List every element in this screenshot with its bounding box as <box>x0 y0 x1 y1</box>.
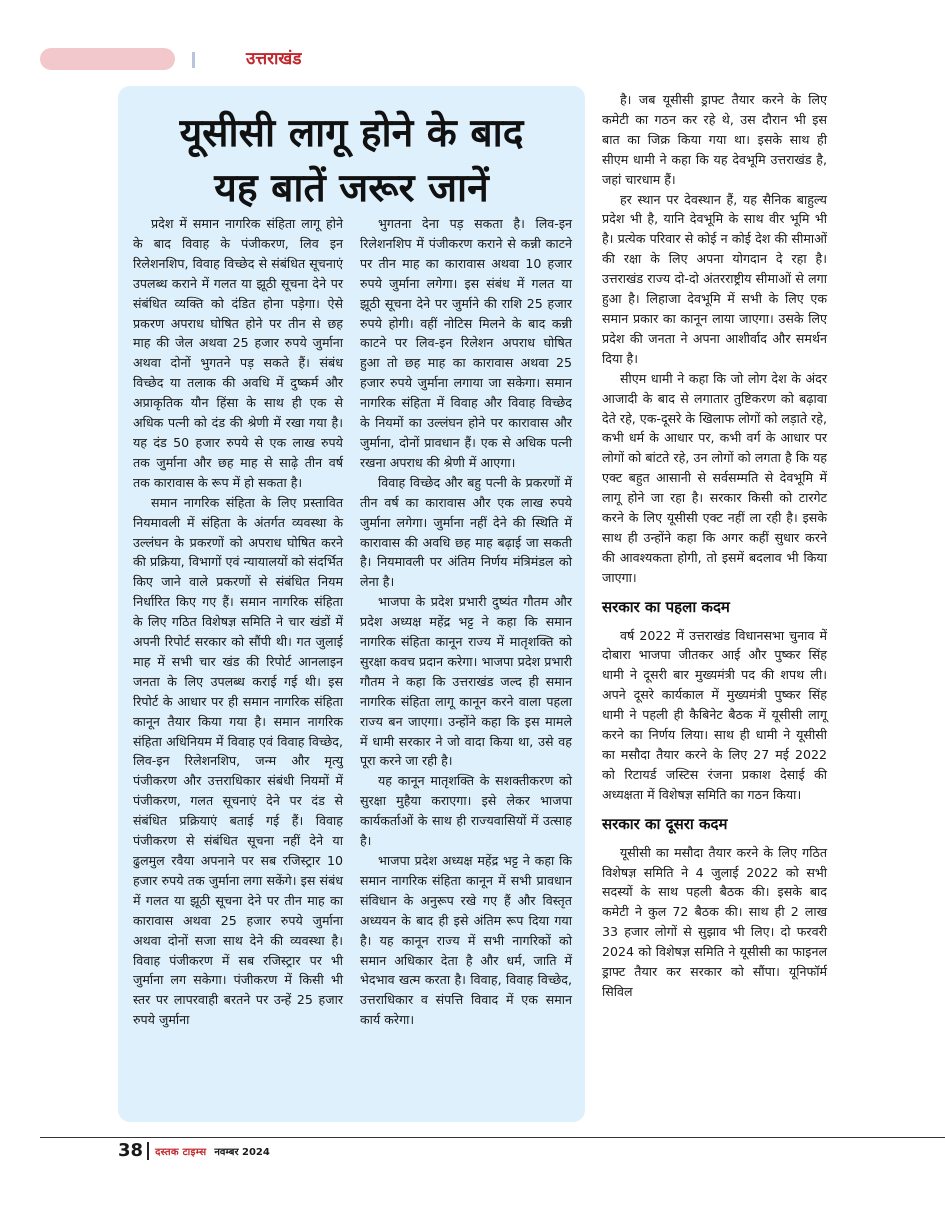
paragraph: भाजपा के प्रदेश प्रभारी दुष्यंत गौतम और प्रदेश अध्यक्ष महेंद्र भट्ट ने कहा कि समान नागरिक संहिता कानून राज्य में मातृशक्ति को सुरक्षा कवच प्रदान करेगा। भाजपा प्रदेश प्रभारी गौतम ने कहा कि उत्तराखंड जल्द ही समान नागरिक संहिता लागू कानून करने वाला पहला राज्य बन जाएगा। उन्होंने कहा कि इस मामले में धामी सरकार ने जो वादा किया था, उसे वह पूरा करने जा रही है। <box>360 594 572 769</box>
paragraph: विवाह विच्छेद और बहु पत्नी के प्रकरणों में तीन वर्ष का कारावास और एक लाख रुपये जुर्माना लगेगा। जुर्माना नहीं देने की स्थिति में कारावास की अवधि छह माह बढ़ाई जा सकती है। नियमावली पर अंतिम निर्णय मंत्रिमंडल को लेना है। <box>360 474 572 590</box>
paragraph: यूसीसी का मसौदा तैयार करने के लिए गठित विशेषज्ञ समिति ने 4 जुलाई 2022 को सभी सदस्यों के साथ पहली बैठक की। इसके बाद कमेटी ने कुल 72 बैठक की। साथ ही 2 लाख 33 हजार लोगों से सुझाव भी लिए। दो फरवरी 2024 को विशेषज्ञ समिति ने यूसीसी का फाइनल ड्राफ्ट तैयार कर सरकार को सौंपा। यूनिफॉर्म सिविल <box>602 844 827 999</box>
subheading-first-step: सरकार का पहला कदम <box>602 597 730 616</box>
paragraph: हर स्थान पर देवस्थान हैं, यह सैनिक बाहुल्य प्रदेश भी है, यानि देवभूमि के साथ वीर भूमि भी है। प्रत्येक परिवार से कोई न कोई देश की सीमाओं की रक्षा के लिए अपना योगदान दे रहा है। उत्तराखंड राज्य दो-दो अंतरराष्ट्रीय सीमाओं से लगा हुआ है। लिहाजा देवभूमि में सभी के लिए एक समान प्रकार का कानून लाया जाएगा। उसके लिए प्रदेश की जनता ने अपना आशीर्वाद और समर्थन दिया है। <box>602 191 827 366</box>
paragraph: भुगतना देना पड़ सकता है। लिव-इन रिलेशनशिप में पंजीकरण कराने से कन्नी काटने पर तीन माह का कारावास अथवा 10 हजार रुपये जुर्माना लगेगा। इस संबंध में गलत या झूठी सूचना देने पर जुर्माने की राशि 25 हजार रुपये होगी। वहीं नोटिस मिलने के बाद कन्नी काटने पर लिव-इन रिलेशन अपराध घोषित हुआ तो छह माह का कारावास अथवा 25 हजार रुपये जुर्माना लगाया जा सकेगा। समान नागरिक संहिता में विवाह और विवाह विच्छेद के नियमों का उल्लंघन होने पर कारावास और जुर्माना, दोनों प्रावधान हैं। एक से अधिक पत्नी रखना अपराध की श्रेणी में आएगा। <box>360 216 572 470</box>
paragraph: सीएम धामी ने कहा कि जो लोग देश के अंदर आजादी के बाद से लगातार तुष्टिकरण को बढ़ावा देते रहे, एक-दूसरे के खिलाफ लोगों को लड़ाते रहे, कभी धर्म के आधार पर, कभी वर्ग के आधार पर लोगों को बांटते रहे, उन लोगों को लगता है कि यह एक्ट बहुत आसानी से सर्वसम्मति से देवभूमि में लागू होने जा रहा है। सरकार किसी को टारगेट करने के लिए यूसीसी एक्ट नहीं ला रही है। इसके साथ ही उन्होंने कहा कि अगर कहीं सुधार करने की आवश्यकता होगी, तो इसमें बदलाव भी किया जाएगा। <box>602 370 827 585</box>
paragraph: यह कानून मातृशक्ति के सशक्तीकरण को सुरक्षा मुहैया कराएगा। इसे लेकर भाजपा कार्यकर्ताओं के साथ ही राज्यवासियों में उत्साह है। <box>360 773 572 849</box>
footer-rule <box>40 1137 945 1138</box>
paragraph: प्रदेश में समान नागरिक संहिता लागू होने के बाद विवाह के पंजीकरण, लिव इन रिलेशनशिप, विवाह विच्छेद से संबंधित सूचनाएं उपलब्ध कराने में गलत या झूठी सूचना देने पर संबंधित व्यक्ति को दंडित होना पड़ेगा। ऐसे प्रकरण अपराध घोषित होने पर तीन से छह माह की जेल अथवा 25 हजार रुपये जुर्माना अथवा दोनों भुगतने पड़ सकते हैं। संबंध विच्छेद या तलाक की अवधि में दुष्कर्म और अप्राकृतिक यौन हिंसा के साथ ही एक से अधिक पत्नी को दंड की श्रेणी में रखा गया है। यह दंड 50 हजार रुपये से एक लाख रुपये तक जुर्माना और छह माह से साढ़े तीन वर्ष तक कारावास के रूप में हो सकता है। <box>133 216 343 490</box>
article-column-3 <box>602 90 827 1002</box>
subheading-second-step: सरकार का दूसरा कदम <box>602 814 728 833</box>
paragraph: वर्ष 2022 में उत्तराखंड विधानसभा चुनाव में दोबारा भाजपा जीतकर आई और पुष्कर सिंह धामी ने दूसरी बार मुख्यमंत्री पद की शपथ ली। अपने दूसरे कार्यकाल में मुख्यमंत्री पुष्कर सिंह धामी ने पहली ही कैबिनेट बैठक में यूसीसी लागू करने का निर्णय लिया। साथ ही धामी ने यूसीसी का मसौदा तैयार करने के लिए 27 मई 2022 को रिटायर्ड जस्टिस रंजना प्रकाश देसाई की अध्यक्षता में विशेषज्ञ समिति का गठन किया। <box>602 627 827 802</box>
page-number: 38 <box>118 1140 144 1161</box>
magazine-logo: दस्तक टाइम्स <box>155 1146 207 1158</box>
header-decoration-pill <box>40 48 175 70</box>
article-column-1 <box>133 214 343 1030</box>
footer-divider <box>147 1142 149 1160</box>
headline-line-1: यूसीसी लागू होने के बाद <box>179 111 524 156</box>
headline-line-2: यह बातें जरूर जानें <box>214 166 489 211</box>
article-headline <box>118 106 585 216</box>
article-column-2 <box>360 214 572 1030</box>
paragraph: समान नागरिक संहिता के लिए प्रस्तावित नियमावली में संहिता के अंतर्गत व्यवस्था के उल्लंघन के प्रकरणों को अपराध घोषित करने की प्रक्रिया, विभागों एवं न्यायालयों को संदर्भित किए जाने वाले प्रकरणों से संबंधित नियम निर्धारित किए गए हैं। समान नागरिक संहिता के लिए गठित विशेषज्ञ समिति ने चार खंडों में अपनी रिपोर्ट सरकार को सौंपी थी। गत जुलाई माह में सभी चार खंड की रिपोर्ट आनलाइन जनता के लिए उपलब्ध कराई गई थी। इस रिपोर्ट के आधार पर ही समान नागरिक संहिता कानून तैयार किया गया है। समान नागरिक संहिता अधिनियम में विवाह एवं विवाह विच्छेद, लिव-इन रिलेशनशिप, जन्म और मृत्यु पंजीकरण और उत्तराधिकार संबंधी नियमों में पंजीकरण, गलत सूचनाएं देने पर दंड से संबंधित प्रक्रियाएं बताई गई हैं। विवाह पंजीकरण से संबंधित सूचना नहीं देने या ढुलमुल रवैया अपनाने पर सब रजिस्ट्रार 10 हजार रुपये तक जुर्माना लगा सकेंगे। इस संबंध में गलत या झूठी सूचना देने पर तीन माह का कारावास अथवा 25 हजार रुपये जुर्माना अथवा दोनों सजा साथ देने की व्यवस्था है। विवाह पंजीकरण में सब रजिस्ट्रार पर भी जुर्माना लग सकेगा। पंजीकरण में किसी भी स्तर पर लापरवाही बरतने पर उन्हें 25 हजार रुपये जुर्माना <box>133 494 343 1028</box>
header-divider <box>192 52 195 68</box>
section-label: उत्तराखंड <box>246 49 302 69</box>
paragraph: भाजपा प्रदेश अध्यक्ष महेंद्र भट्ट ने कहा कि समान नागरिक संहिता कानून में सभी प्रावधान संविधान के अनुरूप रखे गए हैं और विस्तृत अध्ययन के बाद ही इसे अंतिम रूप दिया गया है। यह कानून राज्य में सभी नागरिकों को समान अधिकार देता है और धर्म, जाति में भेदभाव खत्म करता है। विवाह, विवाह विच्छेद, उत्तराधिकार व संपत्ति विवाद में एक समान कार्य करेगा। <box>360 853 572 1028</box>
page-footer <box>118 1140 270 1161</box>
issue-month: नवम्बर 2024 <box>214 1146 270 1158</box>
paragraph: है। जब यूसीसी ड्राफ्ट तैयार करने के लिए कमेटी का गठन कर रहे थे, उस दौरान भी इस बात का जिक्र किया गया था। इसके साथ ही सीएम धामी ने कहा कि यह देवभूमि उत्तराखंड है, जहां चारधाम हैं। <box>602 92 827 187</box>
